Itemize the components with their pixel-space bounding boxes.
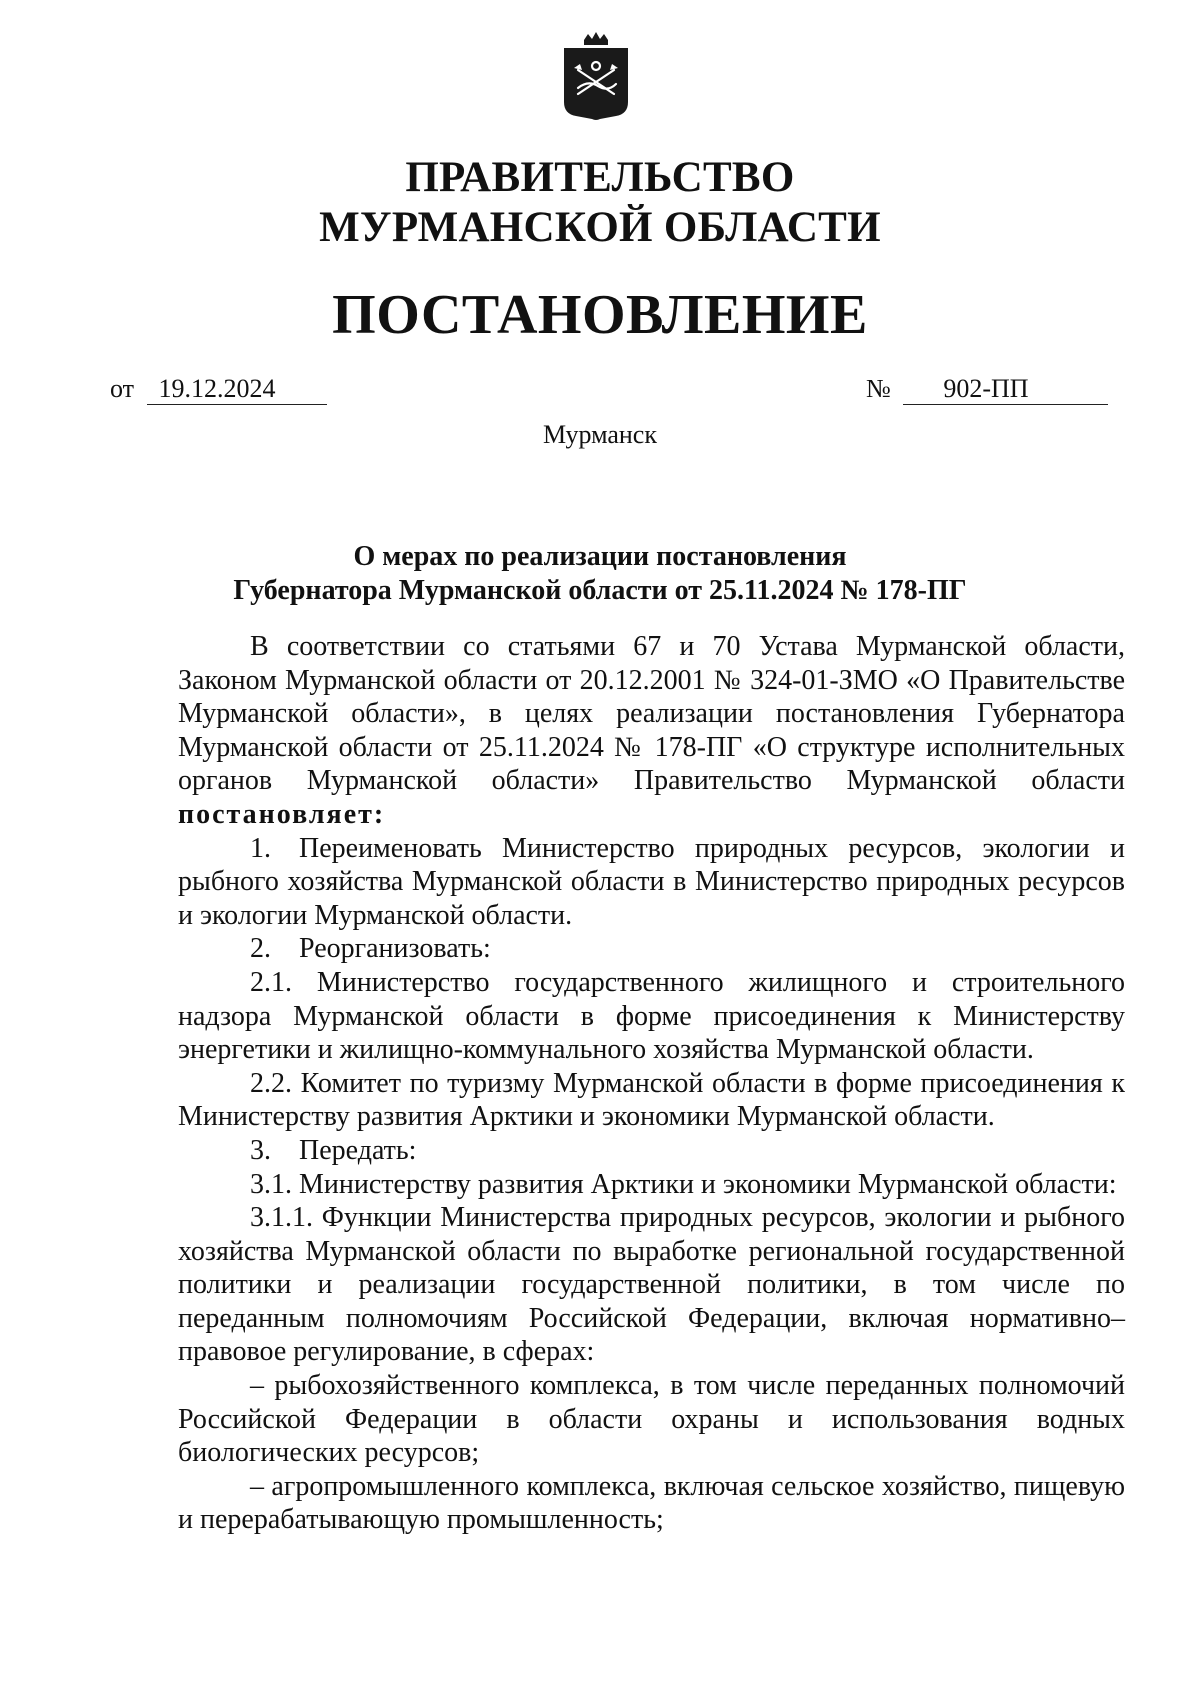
- item-1: 1. Переименовать Министерство природных ресурсов, экологии и рыбного хозяйства Мурманской области в Министерство природных ресурсов и экологии Мурманской области.: [178, 832, 1125, 931]
- city: Мурманск: [543, 420, 657, 449]
- number-field: [866, 372, 1108, 406]
- preamble-text: В соответствии со статьями 67 и 70 Устава Мурманской области, Законом Мурманской области от 20.12.2001 № 324-01-ЗМО «О Правительстве Мурманской области», в целях реализации постановления Губернатора Мурманской области от 25.11.2024 № 178-ПГ «О структуре исполнительных органов Мурманской области» Правительство Мурманской области: [178, 631, 1125, 797]
- number-value: 902-ПП: [903, 374, 1108, 405]
- date-label: от: [110, 374, 135, 403]
- item-2-2: 2.2. Комитет по туризму Мурманской области в форме присоединения к Министерству развития Арктики и экономики Мурманской области.: [178, 1067, 1125, 1133]
- item-dash-fisheries: – рыбохозяйственного комплекса, в том числе переданных полномочий Российской Федерации в области охраны и использования водных биологических ресурсов;: [178, 1370, 1125, 1469]
- item-dash-agro: – агропромышленного комплекса, включая сельское хозяйство, пищевую и перерабатывающую промышленность;: [178, 1470, 1125, 1536]
- organization-name-line2: МУРМАНСКОЙ ОБЛАСТИ: [319, 204, 881, 251]
- organization-name-line1: ПРАВИТЕЛЬСТВО: [405, 154, 795, 201]
- coat-of-arms-emblem: [556, 30, 636, 122]
- item-3: 3. Передать:: [250, 1134, 417, 1166]
- item-3-1: 3.1. Министерству развития Арктики и экономики Мурманской области:: [250, 1168, 1117, 1200]
- item-2-1: 2.1. Министерство государственного жилищного и строительного надзора Мурманской области в форме присоединения к Министерству энергетики и жилищно-коммунального хозяйства Мурманской области.: [178, 966, 1125, 1066]
- document-type: ПОСТАНОВЛЕНИЕ: [332, 284, 868, 346]
- document-body: [178, 630, 1125, 1537]
- number-label: №: [866, 374, 891, 403]
- resolves-word: постановляет:: [178, 798, 386, 830]
- item-2: 2. Реорганизовать:: [250, 933, 491, 965]
- date-field: [110, 372, 327, 406]
- preamble-paragraph: [178, 630, 1125, 832]
- date-value: 19.12.2024: [147, 374, 327, 405]
- document-title-line2: Губернатора Мурманской области от 25.11.2024 № 178-ПГ: [233, 575, 967, 606]
- document-title-line1: О мерах по реализации постановления: [353, 541, 847, 572]
- item-3-1-1: 3.1.1. Функции Министерства природных ресурсов, экологии и рыбного хозяйства Мурманской области по выработке региональной государственной политики и реализации государственной политики, в том числе по переданным полномочиям Российской Федерации, включая нормативно–правовое регулирование, в сферах:: [178, 1202, 1125, 1368]
